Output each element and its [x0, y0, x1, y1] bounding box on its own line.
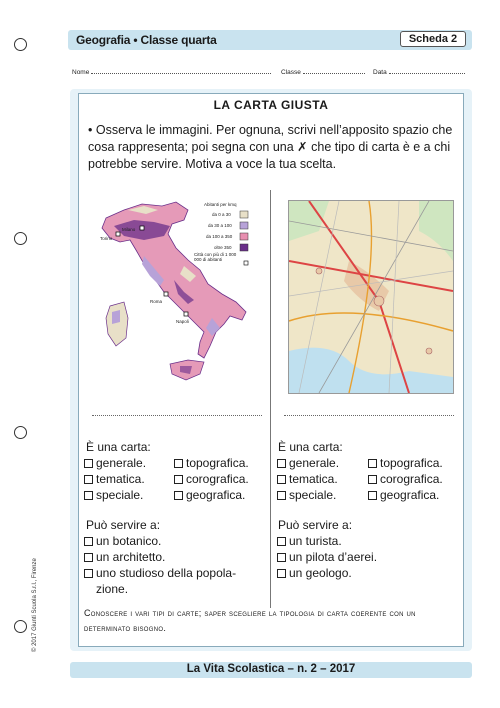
sheet-number: Scheda 2 — [400, 31, 466, 47]
right-option-tematica[interactable]: tematica. — [277, 472, 338, 487]
legend-item: oltre 350 — [214, 245, 232, 250]
left-answer-line[interactable] — [92, 414, 262, 416]
checkbox[interactable] — [368, 459, 377, 468]
copyright: © 2017 Giunti Scuola S.r.l., Firenze — [32, 558, 38, 652]
right-type-question: È una carta: — [278, 440, 343, 454]
checkbox[interactable] — [84, 553, 93, 562]
left-use-architetto[interactable]: un architetto. — [84, 550, 165, 565]
name-label: Nome — [72, 69, 90, 76]
punch-hole — [14, 620, 27, 633]
checkbox[interactable] — [174, 459, 183, 468]
left-option-geografica[interactable]: geografica. — [174, 488, 245, 503]
checkbox[interactable] — [277, 459, 286, 468]
subject-title: Geografia • Classe quarta — [76, 33, 217, 47]
right-option-geografica[interactable]: geografica. — [368, 488, 439, 503]
punch-hole — [14, 232, 27, 245]
left-option-generale[interactable]: generale. — [84, 456, 146, 471]
legend-item: da 100 a 350 — [206, 234, 233, 239]
city-label: Roma — [150, 299, 163, 304]
legend-item: da 0 a 30 — [212, 212, 231, 217]
checkbox[interactable] — [368, 475, 377, 484]
checkbox[interactable] — [277, 475, 286, 484]
road-map — [288, 200, 454, 394]
worksheet-title: LA CARTA GIUSTA — [213, 98, 329, 112]
punch-hole — [14, 426, 27, 439]
italy-population-map — [84, 196, 264, 396]
footer-text: La Vita Scolastica – n. 2 – 2017 — [186, 663, 356, 675]
name-field[interactable] — [72, 67, 271, 76]
checkbox[interactable] — [277, 537, 286, 546]
left-option-tematica[interactable]: tematica. — [84, 472, 145, 487]
left-option-corografica[interactable]: corografica. — [174, 472, 249, 487]
checkbox[interactable] — [174, 491, 183, 500]
class-field[interactable] — [281, 67, 365, 76]
left-use-studioso[interactable]: uno studioso della popola- — [84, 566, 236, 581]
legend-item: da 30 a 100 — [208, 223, 232, 228]
instructions: • Osserva le immagini. Per ognuna, scrivi nell’apposito spazio che cosa rappresenta; poi segna con una ✗ che tipo di carta è e a chi potrebbe servire. Motiva a voce la tua scelta. — [88, 123, 453, 171]
left-type-question: È una carta: — [86, 440, 151, 454]
footer-bar — [70, 662, 472, 678]
city-label: Torino — [100, 236, 113, 241]
legend-title: Abitanti per kmq — [204, 202, 237, 207]
left-use-question: Può servire a: — [86, 518, 161, 532]
right-use-question: Può servire a: — [278, 518, 353, 532]
left-use-botanico[interactable]: un botanico. — [84, 534, 161, 549]
checkbox[interactable] — [277, 553, 286, 562]
city-label: Napoli — [176, 319, 189, 324]
right-option-speciale[interactable]: speciale. — [277, 488, 336, 503]
right-option-corografica[interactable]: corografica. — [368, 472, 443, 487]
checkbox[interactable] — [368, 491, 377, 500]
punch-hole — [14, 38, 27, 51]
legend-city-note: Città con più di 1 000 000 di abitanti — [194, 252, 237, 262]
date-label: Data — [373, 69, 387, 76]
right-option-topografica[interactable]: topografica. — [368, 456, 443, 471]
left-option-topografica[interactable]: topografica. — [174, 456, 249, 471]
checkbox[interactable] — [84, 491, 93, 500]
city-label: Milano — [122, 227, 136, 232]
left-option-speciale[interactable]: speciale. — [84, 488, 143, 503]
checkbox[interactable] — [174, 475, 183, 484]
checkbox[interactable] — [277, 491, 286, 500]
checkbox[interactable] — [84, 537, 93, 546]
right-use-pilota[interactable]: un pilota d’aerei. — [277, 550, 377, 565]
class-label: Classe — [281, 69, 301, 76]
learning-goal: Conoscere i vari tipi di carte; saper scegliere la tipologia di carta coerente con un determinato bisogno. — [84, 608, 416, 633]
right-use-turista[interactable]: un turista. — [277, 534, 342, 549]
checkbox[interactable] — [84, 569, 93, 578]
right-option-generale[interactable]: generale. — [277, 456, 339, 471]
checkbox[interactable] — [277, 569, 286, 578]
right-answer-line[interactable] — [284, 414, 454, 416]
checkbox[interactable] — [84, 475, 93, 484]
date-field[interactable] — [373, 67, 465, 76]
right-use-geologo[interactable]: un geologo. — [277, 566, 352, 581]
column-divider — [270, 190, 271, 608]
left-use-studioso-cont: zione. — [96, 582, 129, 596]
checkbox[interactable] — [84, 459, 93, 468]
